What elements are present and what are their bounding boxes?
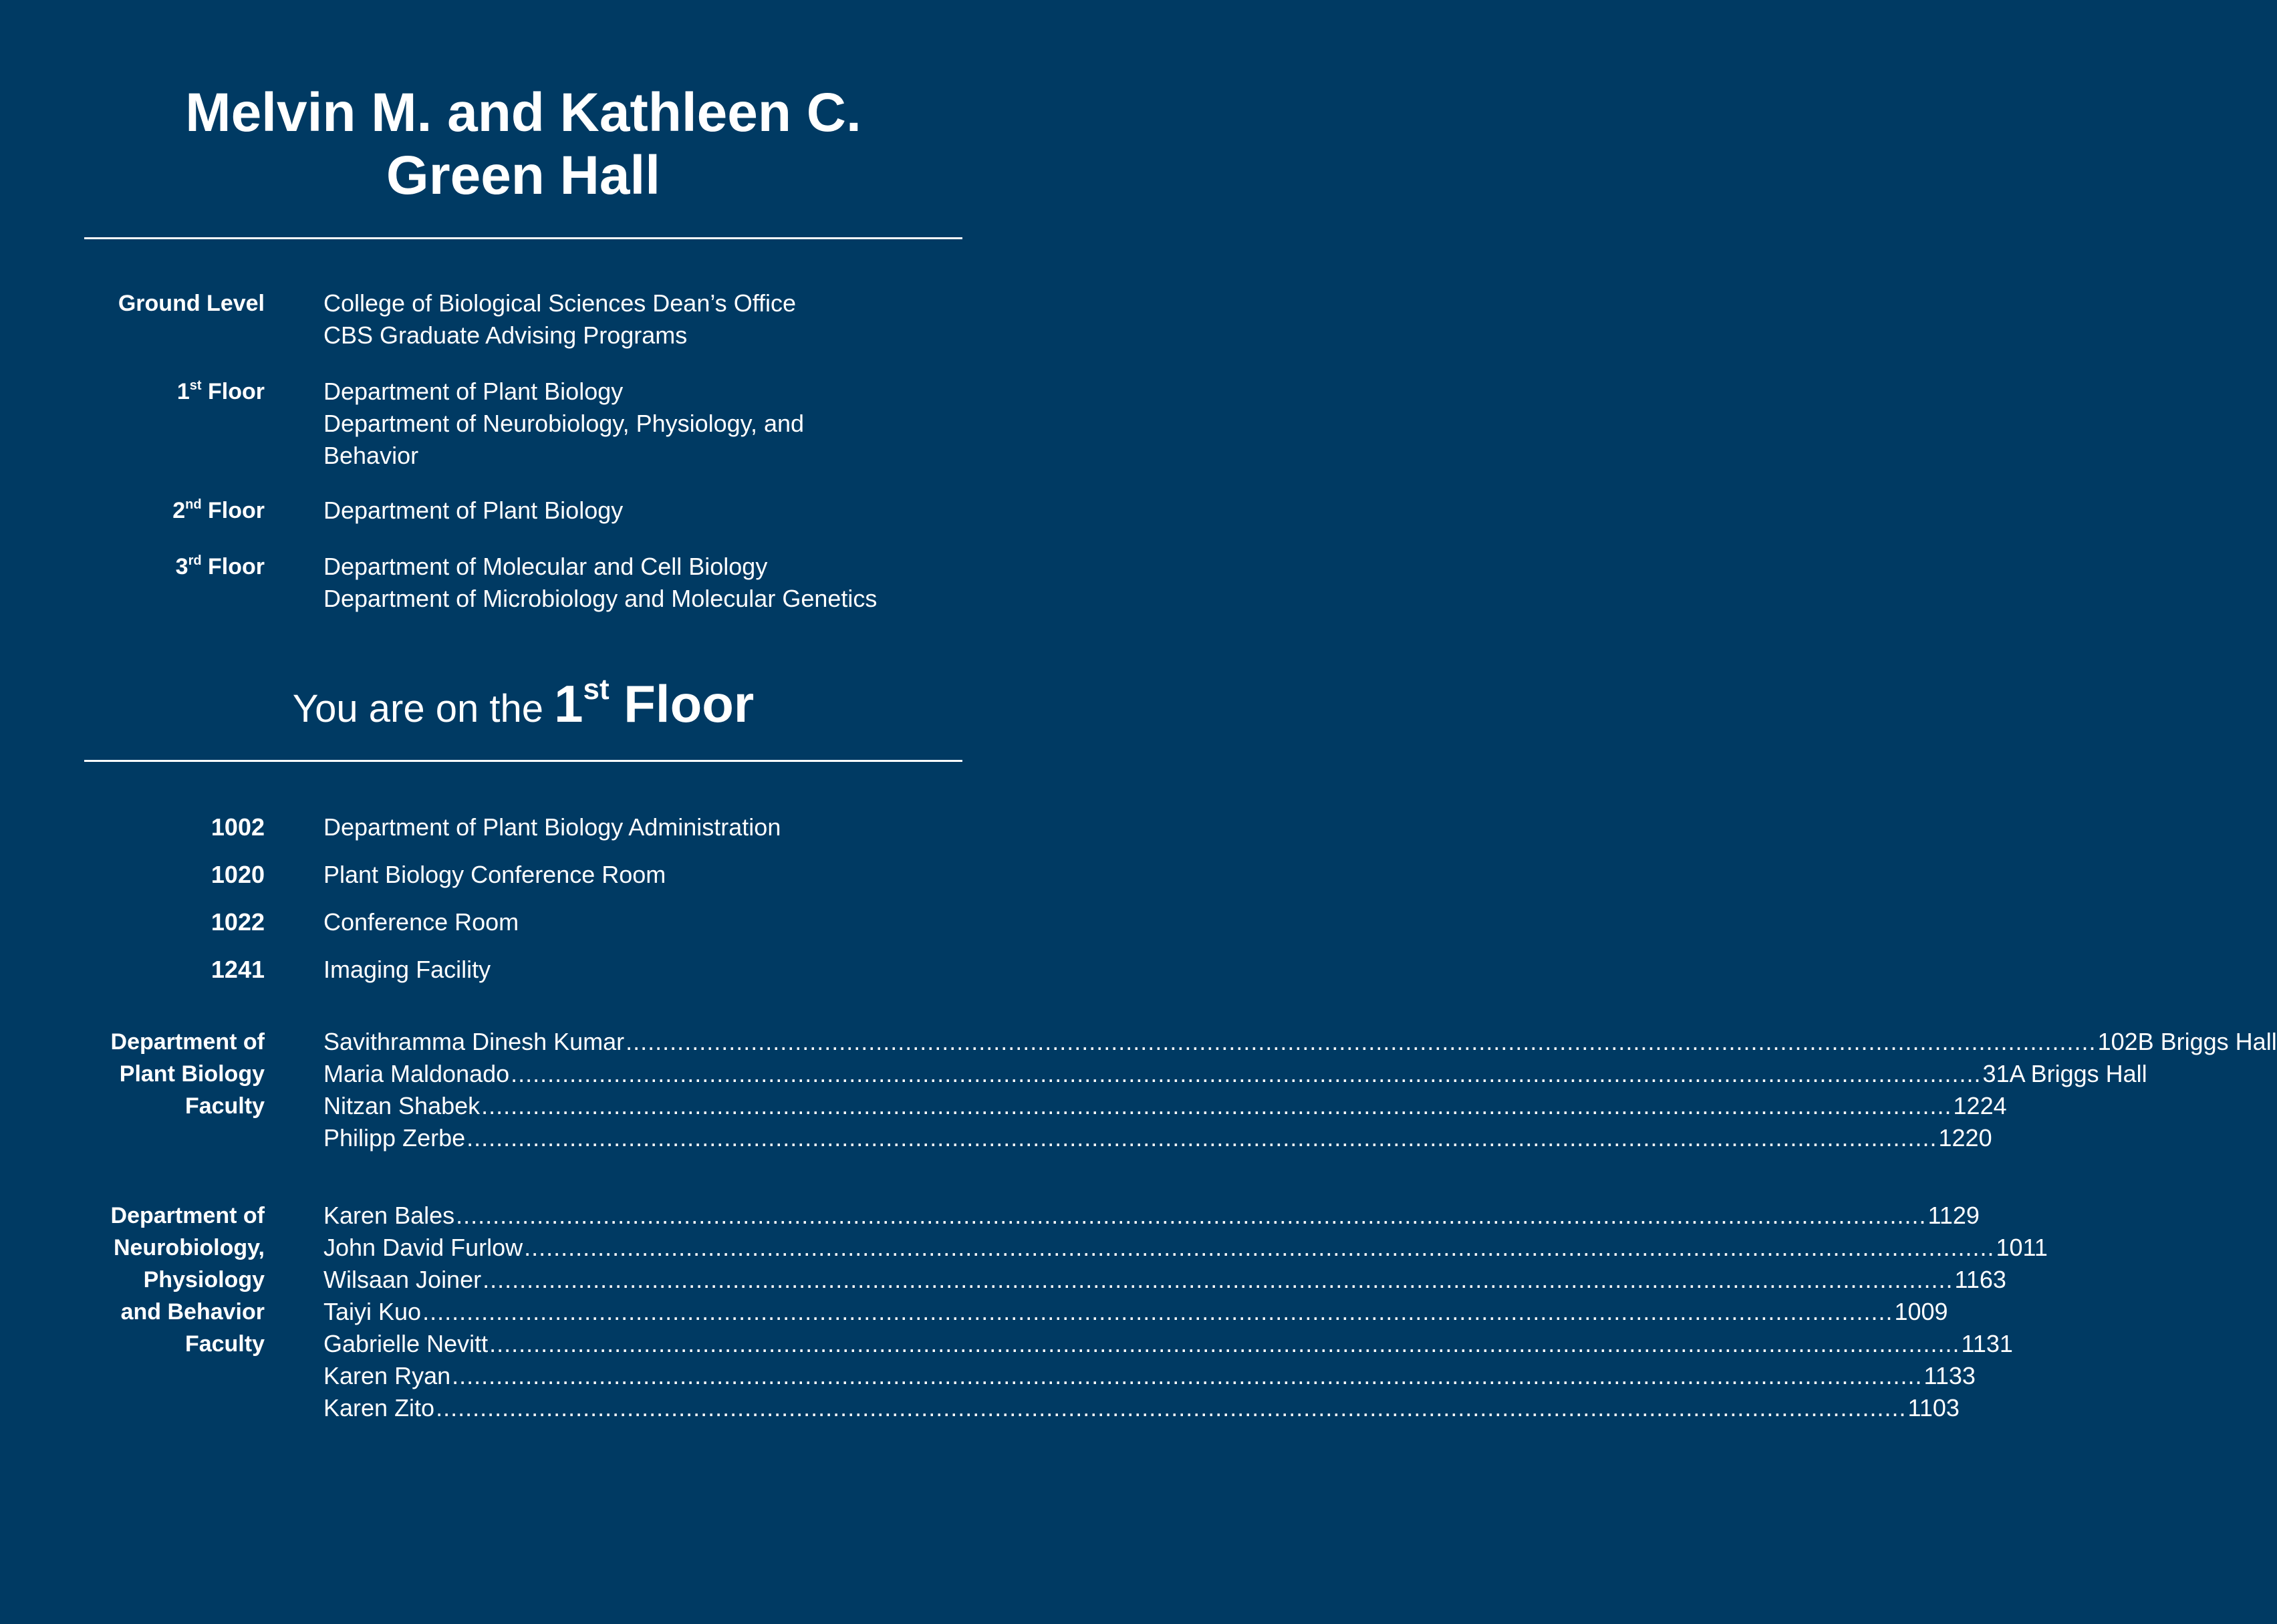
faculty-name: Maria Maldonado xyxy=(323,1060,510,1087)
faculty-name: Wilsaan Joiner xyxy=(323,1266,482,1293)
faculty-entry xyxy=(323,1058,2147,1090)
leader-dots: ........................................................................................................................................................................................................ xyxy=(511,1060,1982,1087)
leader-dots: ........................................................................................................................................................................................................ xyxy=(483,1266,1954,1293)
faculty-list xyxy=(323,1026,2277,1154)
leader-dots: ........................................................................................................................................................................................................ xyxy=(422,1298,1893,1325)
faculty-name: Nitzan Shabek xyxy=(323,1092,481,1119)
faculty-room: 1224 xyxy=(1953,1092,2007,1119)
faculty-room: 1103 xyxy=(1907,1394,1960,1422)
floor-label: 1st Floor xyxy=(176,378,265,404)
leader-dots: ........................................................................................................................................................................................................ xyxy=(456,1202,1927,1229)
middle-divider xyxy=(84,760,962,762)
faculty-entry xyxy=(323,1122,1992,1154)
floor-departments xyxy=(323,376,964,472)
building-title-line-1: Melvin M. and Kathleen C. xyxy=(185,82,861,143)
faculty-entry xyxy=(323,1090,2007,1122)
faculty-name: Karen Ryan xyxy=(323,1362,451,1389)
faculty-room: 31A Briggs Hall xyxy=(1982,1060,2147,1087)
faculty-group-heading: Department of Neurobiology, Physiology and Behavior Faculty xyxy=(110,1203,265,1357)
faculty-group-heading: Department of Plant Biology Faculty xyxy=(110,1029,265,1119)
floor-departments xyxy=(323,287,964,352)
faculty-list xyxy=(323,1200,2048,1424)
room-number: 1020 xyxy=(211,861,265,888)
room-name: Department of Plant Biology Administration xyxy=(323,813,781,841)
faculty-room: 1129 xyxy=(1927,1202,1980,1229)
faculty-room: 102B Briggs Hall xyxy=(2097,1028,2277,1055)
faculty-room: 1133 xyxy=(1923,1362,1976,1389)
leader-dots: ........................................................................................................................................................................................................ xyxy=(524,1234,1995,1261)
floor-department: Department of Plant Biology xyxy=(323,378,624,405)
floor-department: Department of Plant Biology xyxy=(323,497,624,524)
floor-department: College of Biological Sciences Dean’s Office xyxy=(323,289,797,317)
faculty-room: 1163 xyxy=(1954,1266,2006,1293)
leader-dots: ........................................................................................................................................................................................................ xyxy=(626,1028,2097,1055)
leader-dots: ........................................................................................................................................................................................................ xyxy=(436,1394,1907,1422)
faculty-name: Gabrielle Nevitt xyxy=(323,1330,489,1357)
faculty-entry xyxy=(323,1026,2277,1058)
faculty-entry xyxy=(323,1296,1948,1328)
room-number: 1022 xyxy=(211,908,265,936)
floor-label: 2nd Floor xyxy=(172,497,265,523)
leader-dots: ........................................................................................................................................................................................................ xyxy=(489,1330,1960,1357)
room-number: 1002 xyxy=(211,813,265,841)
you-are-here-prefix: You are on the xyxy=(292,687,543,730)
faculty-room: 1131 xyxy=(1961,1330,2013,1357)
floor-department: Department of Neurobiology, Physiology, and xyxy=(323,410,805,437)
building-title-line-2: Green Hall xyxy=(386,145,661,206)
floor-department: Department of Molecular and Cell Biology xyxy=(323,553,768,580)
you-are-here xyxy=(0,667,1047,746)
faculty-name: Taiyi Kuo xyxy=(323,1298,422,1325)
faculty-name: Savithramma Dinesh Kumar xyxy=(323,1028,625,1055)
faculty-name: John David Furlow xyxy=(323,1234,523,1261)
faculty-room: 1009 xyxy=(1894,1298,1948,1325)
room-name: Imaging Facility xyxy=(323,956,491,983)
faculty-entry xyxy=(323,1392,1960,1424)
floor-departments xyxy=(323,551,964,615)
faculty-room: 1220 xyxy=(1938,1124,1992,1152)
floor-label: Ground Level xyxy=(118,291,265,316)
faculty-entry xyxy=(323,1360,1976,1392)
faculty-name: Karen Zito xyxy=(323,1394,435,1422)
current-floor: 1st Floor xyxy=(554,673,755,733)
room-number: 1241 xyxy=(211,956,265,983)
faculty-entry xyxy=(323,1200,1980,1232)
faculty-entry xyxy=(323,1232,2048,1264)
faculty-entry xyxy=(323,1264,2006,1296)
floor-label: 3rd Floor xyxy=(175,553,265,579)
faculty-room: 1011 xyxy=(1996,1234,2048,1261)
floor-department: CBS Graduate Advising Programs xyxy=(323,321,688,349)
leader-dots: ........................................................................................................................................................................................................ xyxy=(481,1092,1952,1119)
room-name: Plant Biology Conference Room xyxy=(323,861,666,888)
leader-dots: ........................................................................................................................................................................................................ xyxy=(452,1362,1923,1389)
room-name: Conference Room xyxy=(323,908,519,936)
faculty-name: Karen Bales xyxy=(323,1202,455,1229)
building-title xyxy=(0,82,1047,207)
leader-dots: ........................................................................................................................................................................................................ xyxy=(466,1124,1937,1152)
top-divider xyxy=(84,237,962,239)
faculty-name: Philipp Zerbe xyxy=(323,1124,466,1152)
floor-departments xyxy=(323,495,964,527)
floor-department: Behavior xyxy=(323,442,419,469)
faculty-entry xyxy=(323,1328,2013,1360)
floor-department: Department of Microbiology and Molecular Genetics xyxy=(323,585,878,612)
